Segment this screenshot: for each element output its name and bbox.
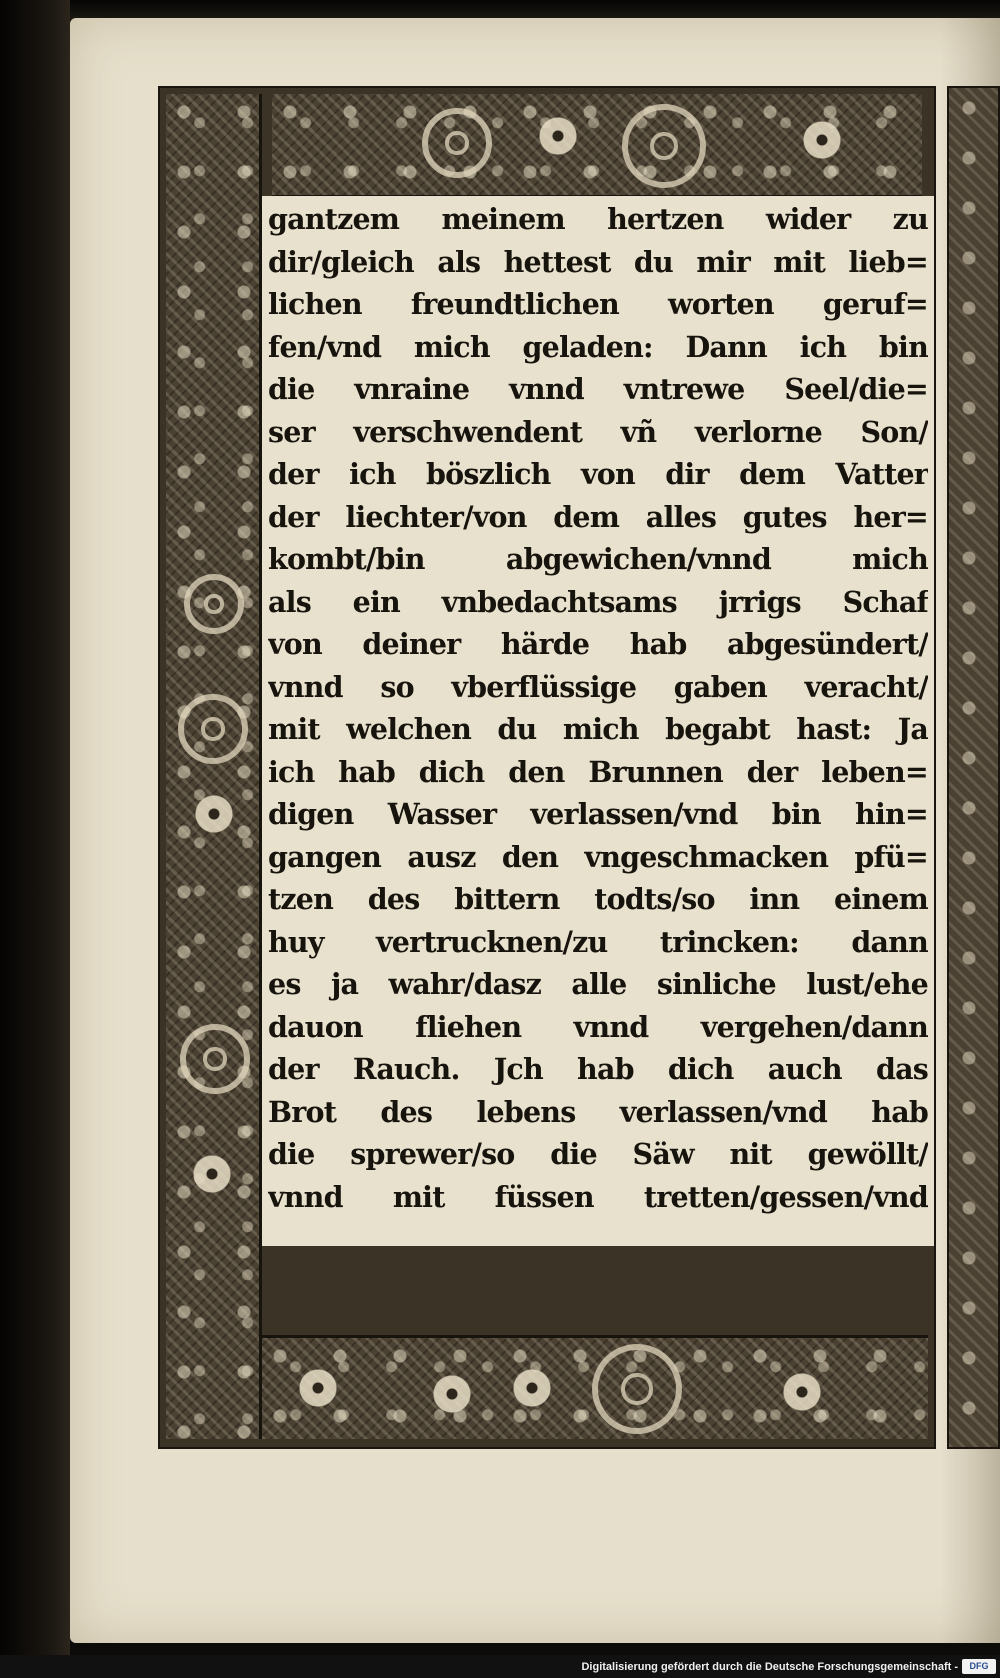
digitization-credit: Digitalisierung gefördert durch die Deutsche Forschungsgemeinschaft - bbox=[581, 1661, 958, 1673]
text-line: der ich böszlich von dir dem Vatter bbox=[268, 457, 928, 491]
ornament-top-panel bbox=[272, 94, 922, 198]
text-line: es ja wahr/dasz alle sinliche lust/ehe bbox=[268, 967, 928, 1001]
text-line: von deiner härde hab abgesündert/ bbox=[268, 627, 928, 661]
mask-ornament-icon bbox=[802, 120, 842, 160]
text-line: gantzem meinem hertzen wider zu bbox=[268, 202, 928, 236]
scroll-ornament-icon bbox=[180, 1024, 250, 1094]
dfg-logo-icon: DFG bbox=[962, 1659, 996, 1674]
text-line: die sprewer/so die Säw nit gewöllt/ bbox=[268, 1137, 928, 1171]
text-line: als ein vnbedachtsams jrrigs Schaf bbox=[268, 584, 928, 619]
text-line: vnnd mit füssen tretten/gessen/vnd bbox=[268, 1179, 928, 1214]
text-line: digen Wasser verlassen/vnd bin hin= bbox=[268, 797, 928, 831]
rosette-ornament-icon bbox=[194, 794, 234, 834]
text-line: dir/gleich als hettest du mir mit lieb= bbox=[268, 244, 928, 279]
text-line: der liechter/von dem alles gutes her= bbox=[268, 499, 928, 534]
animal-ornament-icon bbox=[782, 1372, 822, 1412]
ornament-left-panel bbox=[166, 94, 262, 1439]
scroll-ornament-icon bbox=[622, 104, 706, 188]
scan-left-margin bbox=[0, 0, 70, 1678]
ornament-bottom-panel bbox=[262, 1335, 928, 1439]
scroll-ornament-icon bbox=[422, 108, 492, 178]
scroll-ornament-icon bbox=[178, 694, 248, 764]
text-line: gangen ausz den vngeschmacken pfü= bbox=[268, 839, 928, 874]
rosette-ornament-icon bbox=[512, 1368, 552, 1408]
grapes-ornament-icon bbox=[432, 1374, 472, 1414]
text-line: mit welchen du mich begabt hast: Ja bbox=[268, 712, 928, 746]
rosette-ornament-icon bbox=[538, 116, 578, 156]
text-line: die vnraine vnnd vntrewe Seel/die= bbox=[268, 372, 928, 406]
text-line: ich hab dich den Brunnen der leben= bbox=[268, 754, 928, 789]
animal-ornament-icon bbox=[298, 1368, 338, 1408]
text-line: der Rauch. Jch hab dich auch das bbox=[268, 1052, 928, 1086]
blackletter-text-block bbox=[262, 196, 934, 1246]
text-line: vnnd so vberflüssige gaben veracht/ bbox=[268, 669, 928, 704]
scroll-ornament-icon bbox=[592, 1344, 682, 1434]
text-line: fen/vnd mich geladen: Dann ich bin bbox=[268, 329, 928, 364]
text-line: dauon fliehen vnnd vergehen/dann bbox=[268, 1009, 928, 1044]
text-line: huy vertrucknen/zu trincken: dann bbox=[268, 924, 928, 959]
text-line: kombt/bin abgewichen/vnnd mich bbox=[268, 542, 928, 576]
ornament-right-panel-facing-page bbox=[947, 86, 1000, 1449]
scroll-ornament-icon bbox=[184, 574, 244, 634]
text-line: Brot des lebens verlassen/vnd hab bbox=[268, 1094, 928, 1129]
text-line: ser verschwendent vñ verlorne Son/ bbox=[268, 414, 928, 449]
leaf-ornament-icon bbox=[192, 1154, 232, 1194]
text-line: lichen freundtlichen worten geruf= bbox=[268, 287, 928, 321]
text-line: tzen des bittern todts/so inn einem bbox=[268, 882, 928, 916]
scan-top-edge bbox=[70, 0, 1000, 20]
